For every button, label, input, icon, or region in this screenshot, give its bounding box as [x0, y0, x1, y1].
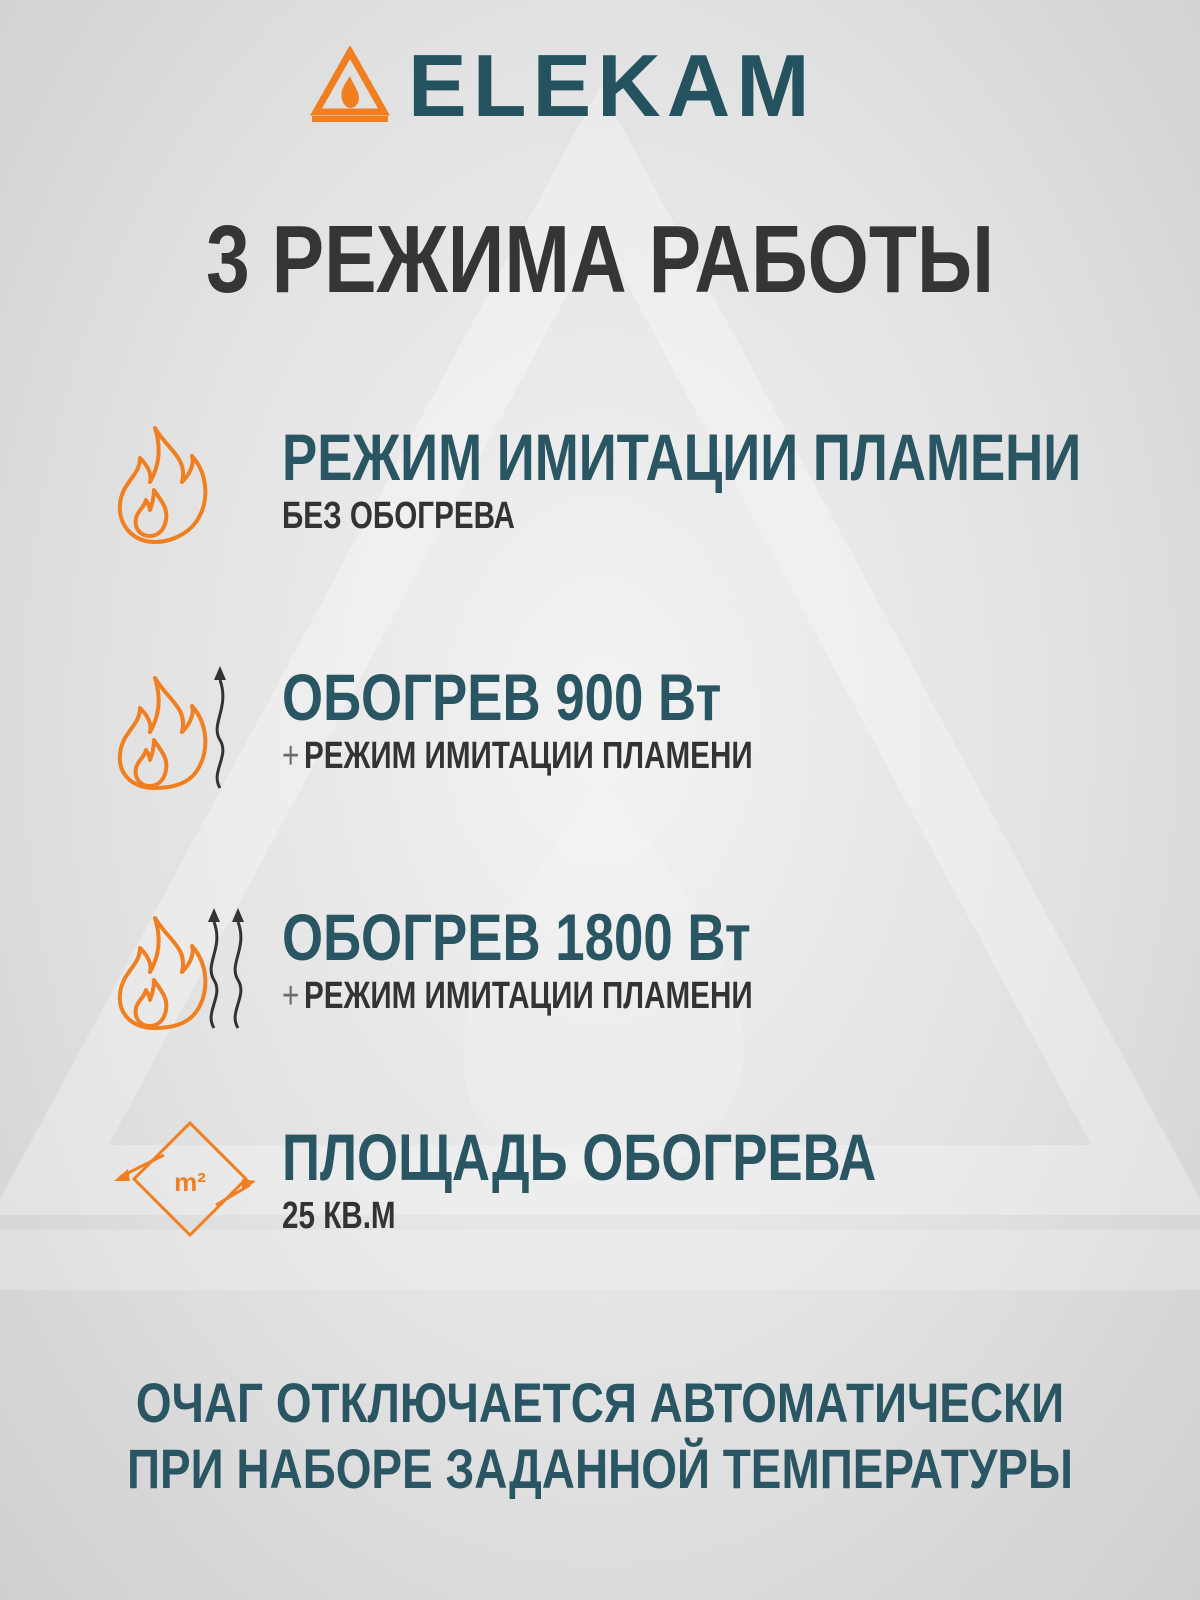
feature-title: ОБОГРЕВ 900 Вт: [282, 660, 722, 734]
logo-flame-triangle-icon: [310, 46, 390, 126]
feature-subtitle: + РЕЖИМ ИМИТАЦИИ ПЛАМЕНИ: [282, 975, 753, 1017]
feature-heating-area: [110, 1120, 1110, 1270]
feature-heat-1800: [110, 900, 1110, 1050]
feature-flame-mode: [110, 420, 1110, 570]
feature-title: ПЛОЩАДЬ ОБОГРЕВА: [282, 1120, 877, 1194]
brand-name: ELEKAM: [408, 36, 816, 135]
feature-heat-900: [110, 660, 1110, 810]
plus-icon: +: [282, 975, 300, 1017]
flame-heat-double-icon: [110, 900, 260, 1030]
footer-line-2: ПРИ НАБОРЕ ЗАДАННОЙ ТЕМПЕРАТУРЫ: [126, 1437, 1073, 1500]
feature-title: ОБОГРЕВ 1800 Вт: [282, 900, 751, 974]
area-icon: [110, 1114, 260, 1254]
feature-subtitle: БЕЗ ОБОГРЕВА: [282, 495, 515, 537]
brand-logo: [310, 36, 870, 135]
feature-subtitle: + РЕЖИМ ИМИТАЦИИ ПЛАМЕНИ: [282, 735, 753, 777]
plus-icon: +: [282, 735, 300, 777]
area-unit-label: m²: [174, 1167, 206, 1197]
feature-title: РЕЖИМ ИМИТАЦИИ ПЛАМЕНИ: [282, 420, 1082, 494]
feature-subtitle: 25 КВ.М: [282, 1195, 396, 1237]
flame-icon: [110, 420, 260, 550]
page-title: 3 РЕЖИМА РАБОТЫ: [205, 206, 995, 313]
footer-line-1: ОЧАГ ОТКЛЮЧАЕТСЯ АВТОМАТИЧЕСКИ: [135, 1371, 1065, 1434]
auto-shutoff-note: [108, 1370, 1092, 1502]
flame-heat-single-icon: [110, 660, 260, 790]
